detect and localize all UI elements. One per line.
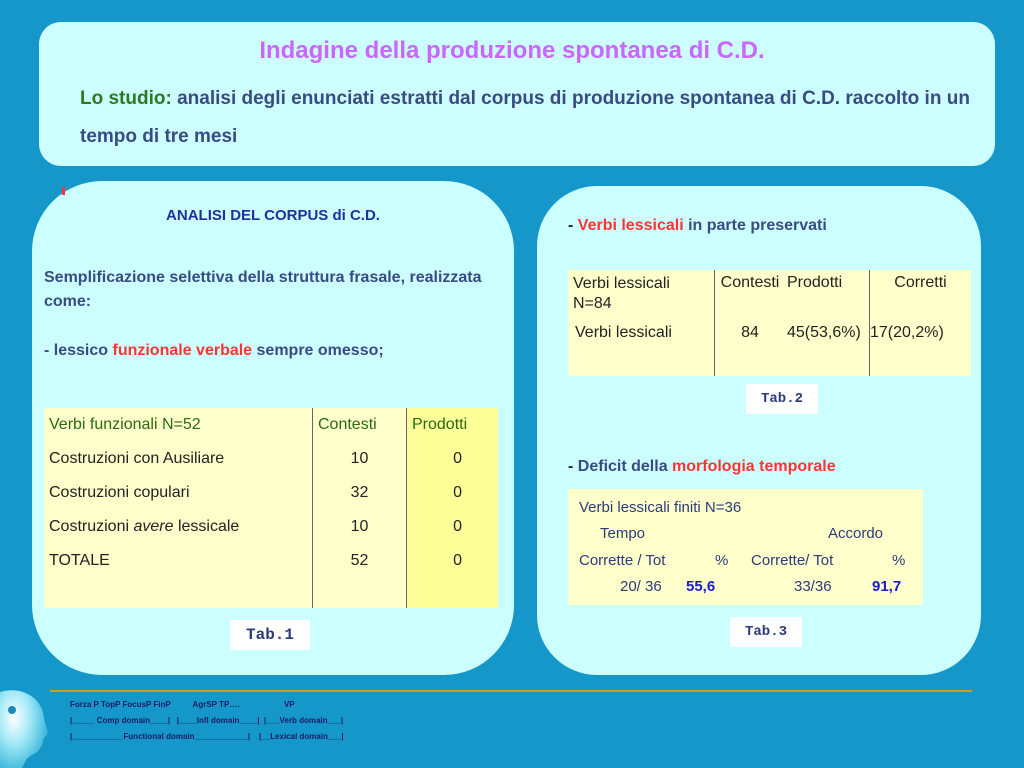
tempo-value: 20/ 36 — [620, 578, 662, 595]
table-cell: Verbi lessicali — [575, 324, 672, 341]
lexicon-prefix: - lessico — [44, 342, 113, 359]
table-cell: 32 — [313, 476, 407, 510]
percent-label: % — [715, 552, 729, 569]
table-cell: TOTALE — [49, 552, 110, 569]
accordo-percent: 91,7 — [872, 578, 902, 595]
percent-label-2: % — [892, 552, 906, 569]
table-row — [44, 442, 498, 476]
table-row — [44, 510, 498, 544]
table-header-cell: Prodotti — [407, 408, 499, 442]
finite-verbs-title: Verbi lessicali finiti N=36 — [579, 499, 742, 516]
table-header-row — [44, 408, 498, 442]
bullet-mark — [62, 187, 65, 195]
table-cell — [44, 510, 313, 544]
table-cell: 0 — [407, 510, 499, 544]
footer-divider — [50, 690, 972, 692]
tempo-label: Tempo — [600, 525, 646, 542]
table-header-cell: Corretti — [870, 270, 972, 320]
table-cell: Costruzioni copulari — [49, 484, 190, 501]
corpus-heading: ANALISI DEL CORPUS di C.D. — [166, 207, 380, 224]
table-row — [44, 544, 498, 608]
table-header-cell: Contesti — [715, 270, 786, 320]
finite-verbs-table — [568, 489, 923, 605]
lexical-verbs-highlight: Verbi lessicali — [577, 217, 684, 234]
study-text: analisi degli enunciati estratti dal corpus di produzione spontanea di C.D. raccolto in un tempo di tre mesi — [80, 88, 970, 147]
simplification-text: Semplificazione selettiva della struttura frasale, realizzata come: — [44, 269, 482, 310]
temporal-morphology-highlight: morfologia temporale — [672, 458, 836, 475]
dash: - — [568, 217, 578, 234]
slide-title: Indagine della produzione spontanea di C.D. — [259, 37, 765, 64]
table-header-cell: Contesti — [313, 408, 407, 442]
head-profile-icon — [0, 688, 50, 768]
corrette-tot-label-2: Corrette/ Tot — [751, 552, 834, 569]
table-cell: 0 — [407, 442, 499, 476]
table-header-cell: Verbi funzionali N=52 — [49, 416, 201, 433]
table-cell: 10 — [313, 442, 407, 476]
functional-verbs-table — [44, 408, 498, 608]
costruzioni-text: Costruzioni — [49, 518, 134, 535]
lexicon-suffix: sempre omesso; — [252, 342, 384, 359]
table-cell: 10 — [313, 510, 407, 544]
table-cell: 0 — [407, 544, 499, 608]
table-cell: 45(53,6%) — [787, 324, 861, 341]
table-header-row — [568, 270, 971, 320]
footer-line-2: |_____ Comp domain____| |____Infl domain____| |___Verb domain___| — [70, 716, 344, 725]
accordo-value: 33/36 — [794, 578, 832, 595]
table-header-cell: Verbi lessicali N=84 — [573, 275, 670, 312]
lexical-verbs-table — [568, 270, 971, 376]
accordo-label: Accordo — [828, 525, 884, 542]
lexical-verbs-section — [568, 217, 827, 235]
table-cell: Costruzioni con Ausiliare — [49, 450, 225, 467]
table-row — [568, 320, 971, 376]
tab3-label: Tab.3 — [730, 617, 802, 647]
footer-line-3: |___________ Functional domain____________| |__Lexical domain___| — [70, 732, 344, 741]
lessicale-text: lessicale — [173, 518, 240, 535]
dash: - — [568, 458, 578, 475]
table-cell: 84 — [715, 320, 786, 376]
deficit-text: Deficit della — [577, 458, 673, 475]
temporal-deficit-section — [568, 458, 836, 476]
study-description — [80, 80, 980, 156]
preserved-text: in parte preservati — [683, 217, 827, 234]
table-cell: 17(20,2%) — [870, 320, 972, 376]
lexicon-highlight: funzionale verbale — [112, 342, 253, 359]
tab2-label: Tab.2 — [746, 384, 818, 414]
tab1-label: Tab.1 — [230, 620, 310, 650]
table-cell: 0 — [407, 476, 499, 510]
corrette-tot-label: Corrette / Tot — [579, 552, 666, 569]
avere-italic: avere — [133, 518, 174, 535]
footer-line-1: Forza P TopP FocusP FinP AgrSP TP…. VP — [70, 700, 295, 709]
table-cell: 52 — [313, 544, 407, 608]
study-label: Lo studio: — [80, 88, 172, 109]
lexicon-text — [44, 342, 504, 360]
table-header-cell: Prodotti — [787, 274, 843, 291]
tempo-percent: 55,6 — [686, 578, 716, 595]
table-row — [44, 476, 498, 510]
